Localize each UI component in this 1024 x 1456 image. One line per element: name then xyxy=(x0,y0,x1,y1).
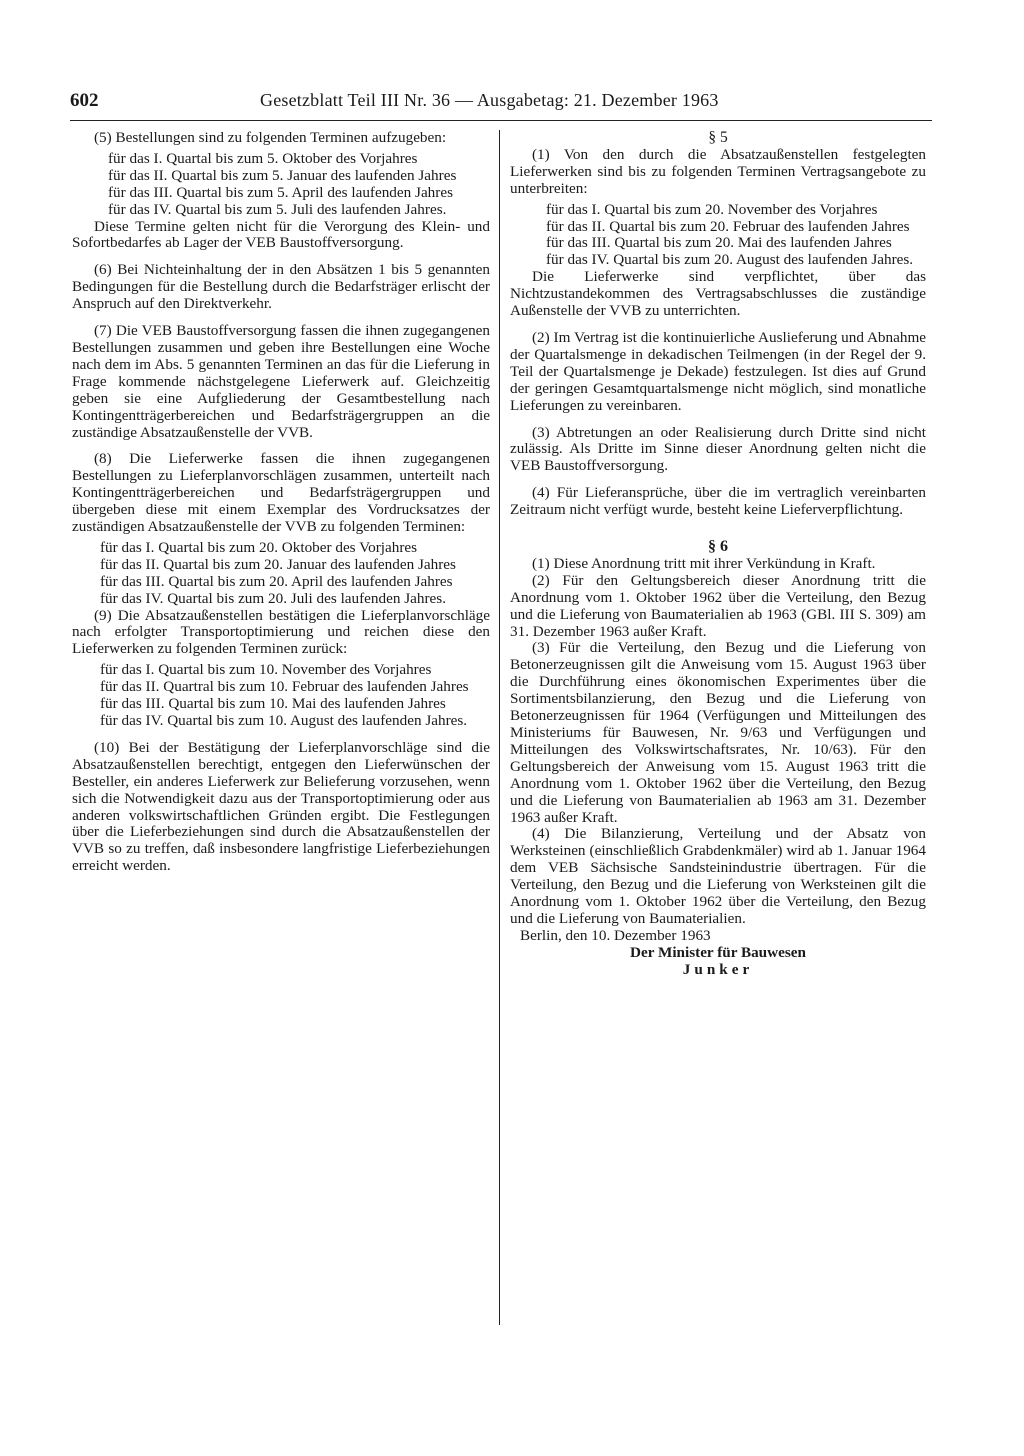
term-item: für das II. Quartal bis zum 20. Januar des laufenden Jahres xyxy=(100,555,456,573)
term-item: für das III. Quartal bis zum 20. April des laufenden Jahres xyxy=(100,572,453,590)
column-divider xyxy=(499,130,500,1325)
left-column xyxy=(72,130,490,875)
section-5-paragraph-4: (4) Für Lieferansprüche, über die im vertraglich vereinbarten Zeitraum nicht verfügt wurde, besteht keine Lieferverpflichtung. xyxy=(510,484,926,519)
section-5-paragraph-1-intro: (1) Von den durch die Absatzaußenstellen festgelegten Lieferwerken sind bis zu folgenden Terminen Vertragsangebote zu unterbreiten: xyxy=(510,145,926,197)
section-6-paragraph-1: (1) Diese Anordnung tritt mit ihrer Verkündung in Kraft. xyxy=(532,554,876,572)
term-item: für das II. Quartral bis zum 10. Februar des laufenden Jahres xyxy=(100,678,469,696)
term-item: für das I. Quartal bis zum 20. Oktober des Vorjahres xyxy=(100,538,418,556)
term-item: für das IV. Quartal bis zum 20. August des laufenden Jahres. xyxy=(546,251,914,269)
section-5-paragraph-1-note: Die Lieferwerke sind verpflichtet, über das Nichtzustandekommen des Vertragsabschlusses die zuständige Außenstelle der VVB zu unterrichten. xyxy=(510,268,926,320)
paragraph-10: (10) Bei der Bestätigung der Lieferplanvorschläge sind die Absatzaußenstellen berechtigt, entgegen den Lieferwünschen der Besteller, ein anderes Lieferwerk zur Belieferung vorzusehen, wenn sich die Notwendigkeit dazu aus der Transportoptimierung oder aus anderen volkswirtschaftlichen Gründen ergibt. Die Festlegungen über die Lieferbeziehungen sind durch die Absatzaußenstellen der VVB so zu treffen, daß insbesondere langfristige Lieferbeziehungen erreicht werden. xyxy=(72,738,490,875)
section-5-heading: § 5 xyxy=(708,129,728,146)
term-item: für das I. Quartal bis zum 20. November des Vorjahres xyxy=(546,200,878,218)
signatory-title: Der Minister für Bauwesen xyxy=(630,943,806,961)
place-and-date: Berlin, den 10. Dezember 1963 xyxy=(520,926,711,944)
paragraph-5-note: Diese Termine gelten nicht für die Verorgung des Klein- und Sofortbedarfes ab Lager der VEB Baustoffversorgung. xyxy=(72,217,490,252)
term-item: für das IV. Quartal bis zum 20. Juli des laufenden Jahres. xyxy=(100,589,446,607)
section-5-paragraph-2: (2) Im Vertrag ist die kontinuierliche Auslieferung und Abnahme der Quartalsmenge in dekadischen Teilmengen (in der Regel der 9. Teil der Quartalsmenge je Dekade) festzulegen. Ist dies auf Grund der geringen Gesamtquartalsmenge nicht möglich, sind monatliche Lieferungen zu vereinbaren. xyxy=(510,328,926,414)
section-6-paragraph-3: (3) Für die Verteilung, den Bezug und die Lieferung von Betonerzeugnissen gilt die Anweisung vom 15. August 1963 über die Durchführung eines ökonomischen Experimentes über die Sortimentsbilanzierung, den Bezug und die Lieferung von Betonerzeugnissen für 1964 (Verfügungen und Mitteilungen des Ministeriums für Bauwesen, Nr. 9/63 und Verfügungen und Mitteilungen des Volkswirtschaftsrates, Nr. 10/63). Für den Geltungsbereich der Anweisung vom 15. August 1963 tritt die Anordnung vom 1. Oktober 1962 über die Verteilung, den Bezug und die Lieferung von Baumaterialien ab 1963 am 31. Dezember 1963 außer Kraft. xyxy=(510,639,926,826)
paragraph-8-intro: (8) Die Lieferwerke fassen die ihnen zugegangenen Bestellungen zu Lieferplanvorschlägen zusammen, unterteilt nach Kontingentträgerbereichen und Bedarfsträgergruppen und übergeben diese mit einem Exemplar des Vordrucksatzes der zuständigen Absatzaußenstelle der VVB zu folgenden Terminen: xyxy=(72,450,490,536)
page-header xyxy=(70,90,932,121)
running-head: Gesetzblatt Teil III Nr. 36 — Ausgabetag: 21. Dezember 1963 xyxy=(260,90,719,110)
signature-name: Junker xyxy=(682,960,754,978)
term-item: für das III. Quartal bis zum 5. April des laufenden Jahres xyxy=(108,183,453,201)
term-item: für das II. Quartal bis zum 5. Januar des laufenden Jahres xyxy=(108,166,457,184)
paragraph-5-intro: (5) Bestellungen sind zu folgenden Terminen aufzugeben: xyxy=(94,129,447,146)
paragraph-6: (6) Bei Nichteinhaltung der in den Absätzen 1 bis 5 genannten Bedingungen für die Bestellung durch die Bedarfsträger erlischt der Anspruch auf den Direktverkehr. xyxy=(72,261,490,313)
paragraph-9-intro: (9) Die Absatzaußenstellen bestätigen die Lieferplanvorschläge nach erfolgter Transportoptimierung und reichen diese den Lieferwerken zu folgenden Terminen zurück: xyxy=(72,606,490,658)
section-5-paragraph-3: (3) Abtretungen an oder Realisierung durch Dritte sind nicht zulässig. Als Dritte im Sinne dieser Anordnung gelten nicht die VEB Baustoffversorgung. xyxy=(510,423,926,475)
term-item: für das IV. Quartal bis zum 5. Juli des laufenden Jahres. xyxy=(108,200,447,218)
section-6-paragraph-4: (4) Die Bilanzierung, Verteilung und der Absatz von Werksteinen (einschließlich Grabdenkmäler) wird ab 1. Januar 1964 dem VEB Sächsische Sandsteinindustrie übertragen. Für die Verteilung, den Bezug und die Lieferung von Werksteinen gilt die Anordnung vom 1. Oktober 1962 über die Verteilung, den Bezug und die Lieferung von Baumaterialien. xyxy=(510,825,926,927)
term-item: für das IV. Quartal bis zum 10. August des laufenden Jahres. xyxy=(100,712,468,729)
term-item: für das II. Quartal bis zum 20. Februar des laufenden Jahres xyxy=(546,217,910,235)
term-item: für das I. Quartal bis zum 10. November des Vorjahres xyxy=(100,661,432,679)
term-item: für das III. Quartal bis zum 20. Mai des laufenden Jahres xyxy=(546,234,892,252)
section-6-paragraph-2: (2) Für den Geltungsbereich dieser Anordnung tritt die Anordnung vom 1. Oktober 1962 über die Verteilung, den Bezug und die Lieferung von Baumaterialien ab 1963 (GBl. III S. 309) am 31. Dezember 1963 außer Kraft. xyxy=(510,571,926,640)
paragraph-7: (7) Die VEB Baustoffversorgung fassen die ihnen zugegangenen Bestellungen zusammen und geben ihre Bestellungen eine Woche nach dem im Abs. 5 genannten Terminen an das für die Lieferung in Frage kommende nächstgelegene Lieferwerk auf. Gleichzeitig geben sie eine Aufgliederung der Gesamtbestellung nach Kontingentträgerbereichen und Bedarfsträgergruppen an die zuständige Absatzaußenstelle der VVB. xyxy=(72,322,490,441)
term-item: für das I. Quartal bis zum 5. Oktober des Vorjahres xyxy=(108,149,418,167)
page-number: 602 xyxy=(70,90,99,111)
section-6-heading: § 6 xyxy=(708,538,728,556)
term-item: für das III. Quartal bis zum 10. Mai des laufenden Jahres xyxy=(100,695,446,713)
right-column xyxy=(510,130,926,979)
